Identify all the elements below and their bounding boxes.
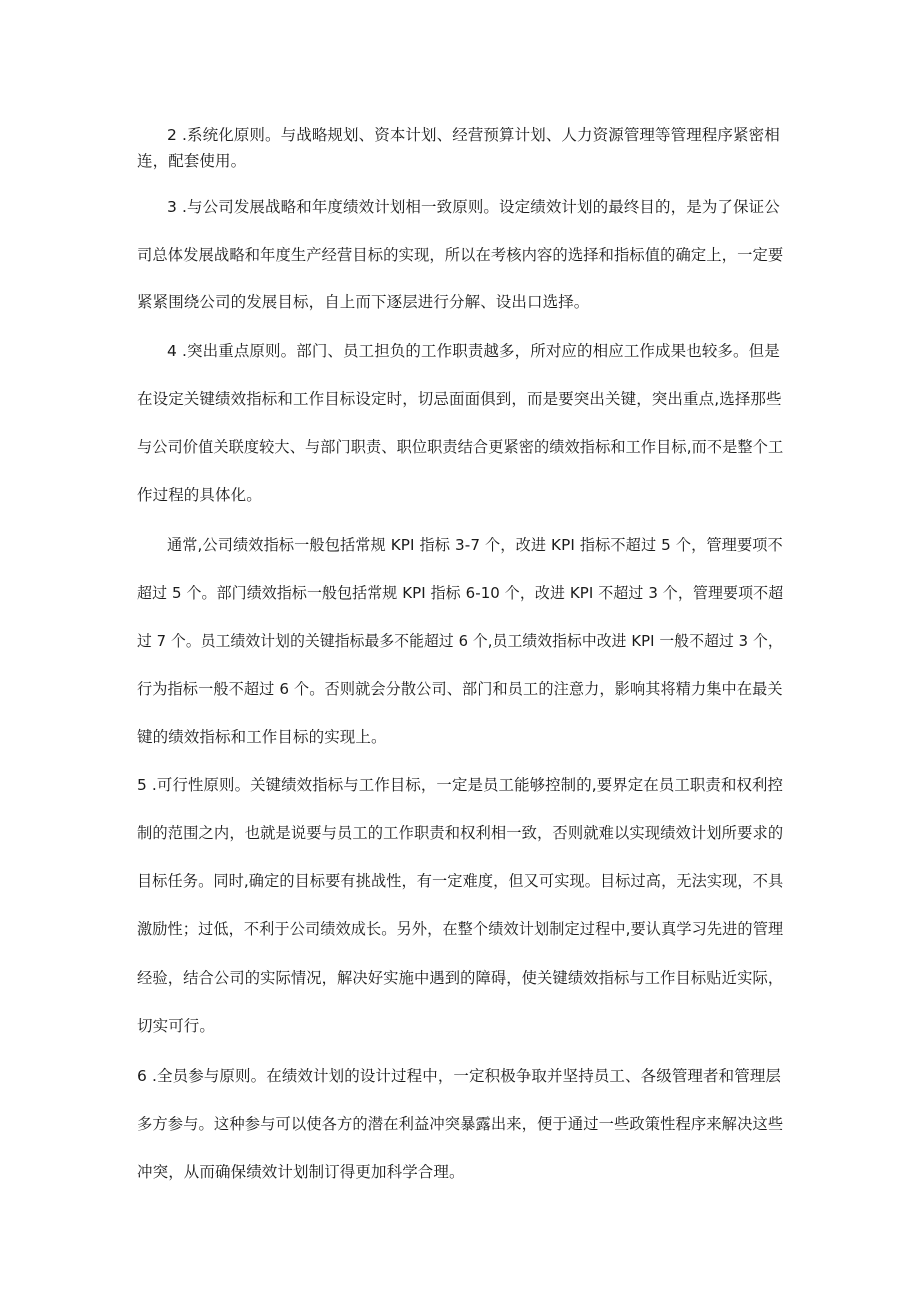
text-line: 激励性；过低，不利于公司绩效成长。另外，在整个绩效计划制定过程中,要认真学习先进的管理 <box>137 920 784 938</box>
text-line: 与公司价值关联度较大、与部门职责、职位职责结合更紧密的绩效指标和工作目标,而不是整个工 <box>137 438 784 456</box>
text-line: 通常,公司绩效指标一般包括常规 KPI 指标 3-7 个，改进 KPI 指标不超过 5 个，管理要项不 <box>167 536 783 554</box>
text-line: 3 .与公司发展战略和年度绩效计划相一致原则。设定绩效计划的最终目的，是为了保证公 <box>167 198 780 216</box>
text-line: 连，配套使用。 <box>137 152 247 170</box>
text-line: 4 .突出重点原则。部门、员工担负的工作职责越多，所对应的相应工作成果也较多。但是 <box>167 342 780 360</box>
text-line: 行为指标一般不超过 6 个。否则就会分散公司、部门和员工的注意力，影响其将精力集中在最关 <box>137 680 783 698</box>
text-line: 5 .可行性原则。关键绩效指标与工作目标，一定是员工能够控制的,要界定在员工职责和权利控 <box>137 776 784 794</box>
text-line: 经验，结合公司的实际情况，解决好实施中遇到的障碍，使关键绩效指标与工作目标贴近实际， <box>137 969 784 987</box>
text-line: 冲突，从而确保绩效计划制订得更加科学合理。 <box>137 1163 465 1181</box>
text-line: 司总体发展战略和年度生产经营目标的实现，所以在考核内容的选择和指标值的确定上，一定要 <box>137 246 784 264</box>
text-line: 紧紧围绕公司的发展目标，自上而下逐层进行分解、设出口选择。 <box>137 293 590 311</box>
text-line: 多方参与。这种参与可以使各方的潜在利益冲突暴露出来，便于通过一些政策性程序来解决这些 <box>137 1115 784 1133</box>
text-line: 6 .全员参与原则。在绩效计划的设计过程中，一定积极争取并坚持员工、各级管理者和管理层 <box>137 1067 782 1085</box>
text-line: 超过 5 个。部门绩效指标一般包括常规 KPI 指标 6-10 个，改进 KPI 不超过 3 个，管理要项不超 <box>137 584 784 602</box>
text-line: 制的范围之内，也就是说要与员工的工作职责和权利相一致，否则就难以实现绩效计划所要求的 <box>137 824 784 842</box>
text-line: 目标任务。同时,确定的目标要有挑战性，有一定难度，但又可实现。目标过高，无法实现，不具 <box>137 872 784 890</box>
text-line: 键的绩效指标和工作目标的实现上。 <box>137 728 387 746</box>
text-line: 在设定关键绩效指标和工作目标设定时，切忌面面俱到，而是要突出关键，突出重点,选择那些 <box>137 390 782 408</box>
text-line: 过 7 个。员工绩效计划的关键指标最多不能超过 6 个,员工绩效指标中改进 KPI 一般不超过 3 个， <box>137 632 783 650</box>
text-line: 切实可行。 <box>137 1017 216 1035</box>
text-line: 2 .系统化原则。与战略规划、资本计划、经营预算计划、人力资源管理等管理程序紧密相 <box>167 126 780 144</box>
text-line: 作过程的具体化。 <box>137 486 262 504</box>
